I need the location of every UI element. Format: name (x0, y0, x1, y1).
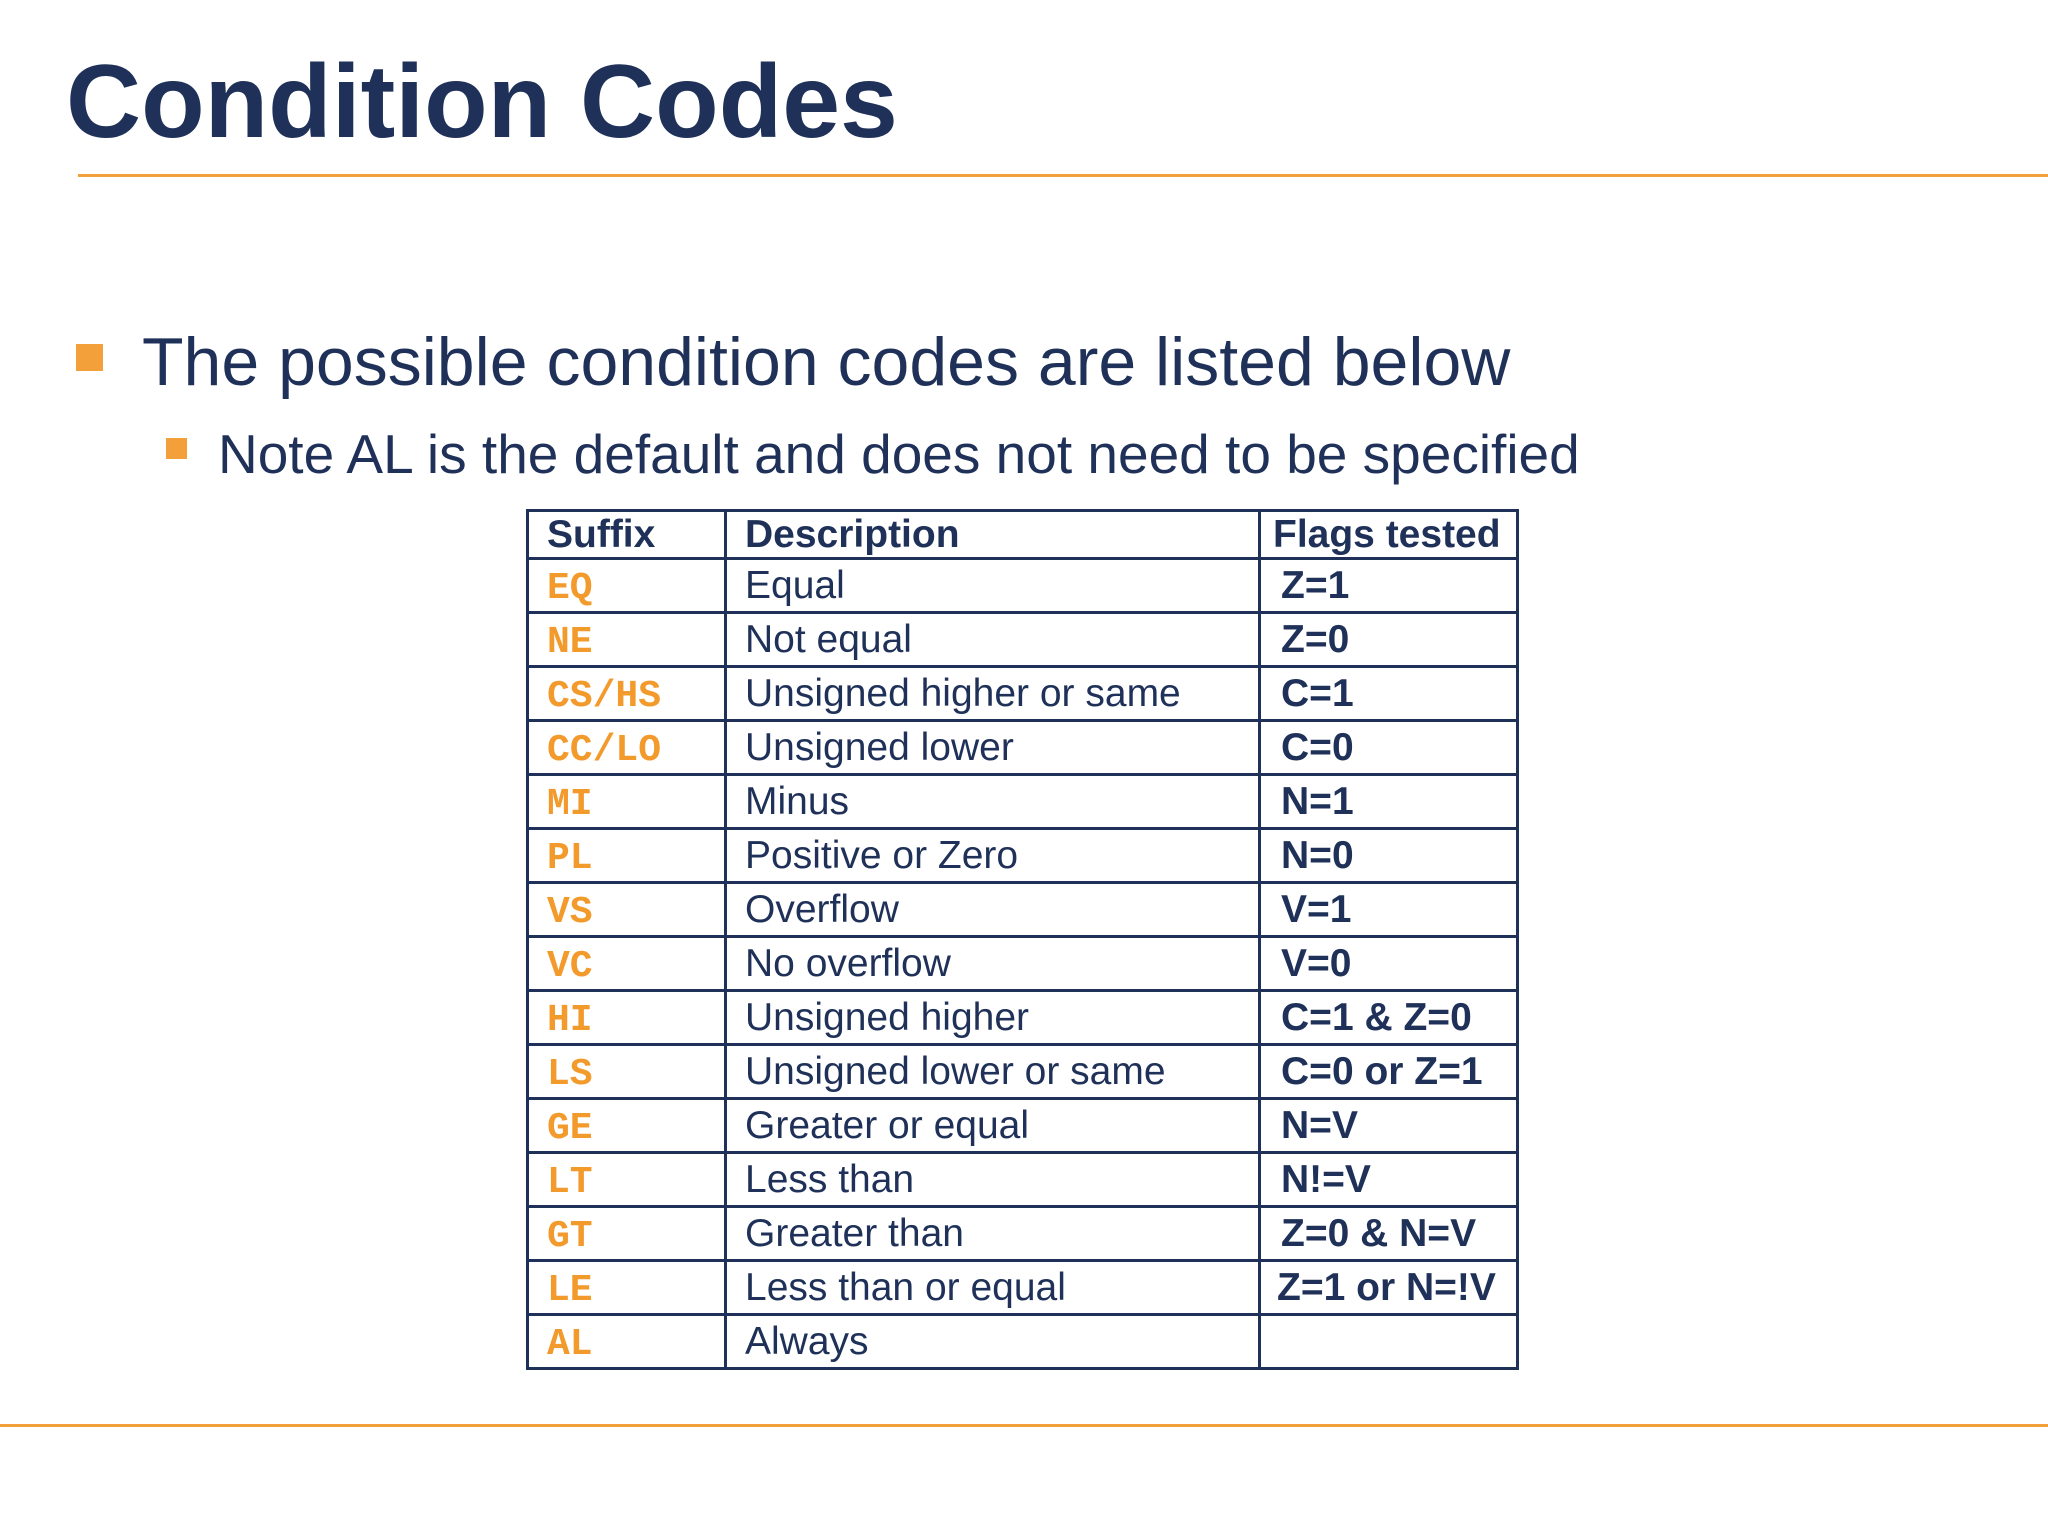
flags-cell: Z=1 (1260, 559, 1518, 613)
suffix-cell: EQ (528, 559, 726, 613)
condition-codes-table (526, 509, 1519, 1370)
suffix-cell: LE (528, 1261, 726, 1315)
flags-cell: C=0 or Z=1 (1260, 1045, 1518, 1099)
flags-cell: N=1 (1260, 775, 1518, 829)
bullet-sub-text: Note AL is the default and does not need to be specified (218, 423, 1580, 485)
flags-cell (1260, 1315, 1518, 1369)
description-cell: Unsigned lower or same (726, 1045, 1260, 1099)
table-row (528, 721, 1518, 775)
table-row (528, 1045, 1518, 1099)
table-row (528, 829, 1518, 883)
suffix-cell: CS/HS (528, 667, 726, 721)
table-row (528, 1207, 1518, 1261)
flags-cell: Z=1 or N=!V (1260, 1261, 1518, 1315)
suffix-cell: LS (528, 1045, 726, 1099)
flags-cell: N=V (1260, 1099, 1518, 1153)
table-row (528, 667, 1518, 721)
table-row (528, 991, 1518, 1045)
flags-cell: N=0 (1260, 829, 1518, 883)
square-bullet-icon (166, 438, 187, 459)
title-divider (78, 174, 2048, 177)
table-row (528, 937, 1518, 991)
suffix-cell: GE (528, 1099, 726, 1153)
table-row (528, 1099, 1518, 1153)
suffix-cell: NE (528, 613, 726, 667)
description-cell: Overflow (726, 883, 1260, 937)
header-description: Description (726, 511, 1260, 559)
suffix-cell: HI (528, 991, 726, 1045)
description-cell: Not equal (726, 613, 1260, 667)
bullet-main (76, 318, 1510, 406)
description-cell: Unsigned higher (726, 991, 1260, 1045)
header-flags-tested: Flags tested (1260, 511, 1518, 559)
table-row (528, 775, 1518, 829)
description-cell: No overflow (726, 937, 1260, 991)
header-suffix: Suffix (528, 511, 726, 559)
suffix-cell: VC (528, 937, 726, 991)
description-cell: Minus (726, 775, 1260, 829)
suffix-cell: PL (528, 829, 726, 883)
flags-cell: C=1 (1260, 667, 1518, 721)
description-cell: Greater than (726, 1207, 1260, 1261)
description-cell: Unsigned lower (726, 721, 1260, 775)
bullet-sub (166, 418, 1580, 490)
description-cell: Unsigned higher or same (726, 667, 1260, 721)
square-bullet-icon (76, 344, 103, 371)
description-cell: Greater or equal (726, 1099, 1260, 1153)
suffix-cell: GT (528, 1207, 726, 1261)
flags-cell: V=1 (1260, 883, 1518, 937)
table-row (528, 559, 1518, 613)
slide-title: Condition Codes (66, 44, 898, 160)
table-row (528, 1261, 1518, 1315)
table-row (528, 1153, 1518, 1207)
bullet-main-text: The possible condition codes are listed below (142, 324, 1511, 400)
flags-cell: C=0 (1260, 721, 1518, 775)
description-cell: Positive or Zero (726, 829, 1260, 883)
footer-divider (0, 1424, 2048, 1427)
suffix-cell: MI (528, 775, 726, 829)
flags-cell: Z=0 & N=V (1260, 1207, 1518, 1261)
table-row (528, 883, 1518, 937)
description-cell: Always (726, 1315, 1260, 1369)
flags-cell: Z=0 (1260, 613, 1518, 667)
suffix-cell: LT (528, 1153, 726, 1207)
description-cell: Less than or equal (726, 1261, 1260, 1315)
flags-cell: V=0 (1260, 937, 1518, 991)
flags-cell: N!=V (1260, 1153, 1518, 1207)
table-header-row (528, 511, 1518, 559)
suffix-cell: AL (528, 1315, 726, 1369)
table-row (528, 1315, 1518, 1369)
suffix-cell: CC/LO (528, 721, 726, 775)
flags-cell: C=1 & Z=0 (1260, 991, 1518, 1045)
table-row (528, 613, 1518, 667)
suffix-cell: VS (528, 883, 726, 937)
description-cell: Less than (726, 1153, 1260, 1207)
description-cell: Equal (726, 559, 1260, 613)
